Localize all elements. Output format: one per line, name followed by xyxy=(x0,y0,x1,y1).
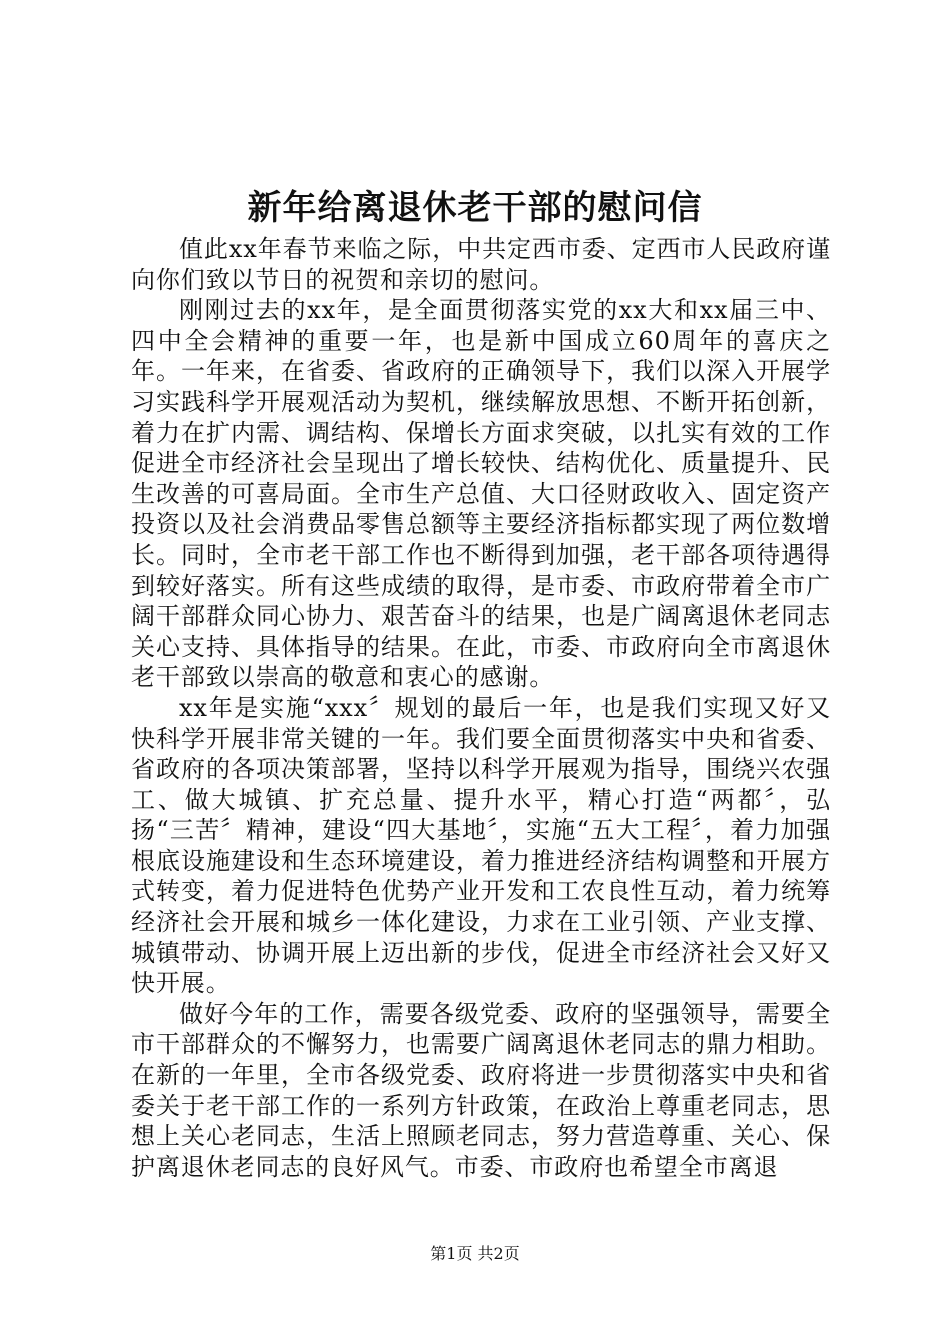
document-title: 新年给离退休老干部的慰问信 xyxy=(247,188,703,228)
document-body xyxy=(131,234,831,1182)
paragraph-outlook: 做好今年的工作，需要各级党委、政府的坚强领导，需要全市干部群众的不懈努力，也需要广阔离退休老同志的鼎力相助。在新的一年里，全市各级党委、政府将进一步贯彻落实中央和省委关于老干部工作的一系列方针政策，在政治上尊重老同志，思想上关心老同志，生活上照顾老同志，努力营造尊重、关心、保护离退休老同志的良好风气。市委、市政府也希望全市离退 xyxy=(131,999,831,1181)
paragraph-review: 刚刚过去的xx年，是全面贯彻落实党的xx大和xx届三中、四中全会精神的重要一年，也是新中国成立60周年的喜庆之年。一年来，在省委、省政府的正确领导下，我们以深入开展学习实践科学开展观活动为契机，继续解放思想、不断开拓创新，着力在扩内需、调结构、保增长方面求突破，以扎实有效的工作促进全市经济社会呈现出了增长较快、结构优化、质量提升、民生改善的可喜局面。全市生产总值、大口径财政收入、固定资产投资以及社会消费品零售总额等主要经济指标都实现了两位数增长。同时，全市老干部工作也不断得到加强，老干部各项待遇得到较好落实。所有这些成绩的取得，是市委、市政府带着全市广阔干部群众同心协力、艰苦奋斗的结果，也是广阔离退休老同志关心支持、具体指导的结果。在此，市委、市政府向全市离退休老干部致以崇高的敬意和衷心的感谢。 xyxy=(131,296,831,692)
page-footer: 第1页 共2页 xyxy=(430,1244,520,1263)
paragraph-greeting: 值此xx年春节来临之际，中共定西市委、定西市人民政府谨向你们致以节日的祝贺和亲切的慰问。 xyxy=(131,235,831,294)
paragraph-plan: xx年是实施“xxx〞规划的最后一年，也是我们实现又好又快科学开展非常关键的一年。我们要全面贯彻落实中央和省委、省政府的各项决策部署，坚持以科学开展观为指导，围绕兴农强工、做大城镇、扩充总量、提升水平，精心打造“两都〞，弘扬“三苦〞精神，建设“四大基地〞，实施“五大工程〞，着力加强根底设施建设和生态环境建设，着力推进经济结构调整和开展方式转变，着力促进特色优势产业开发和工农良性互动，着力统筹经济社会开展和城乡一体化建设，力求在工业引领、产业支撑、城镇带动、协调开展上迈出新的步伐，促进全市经济社会又好又快开展。 xyxy=(131,693,831,998)
